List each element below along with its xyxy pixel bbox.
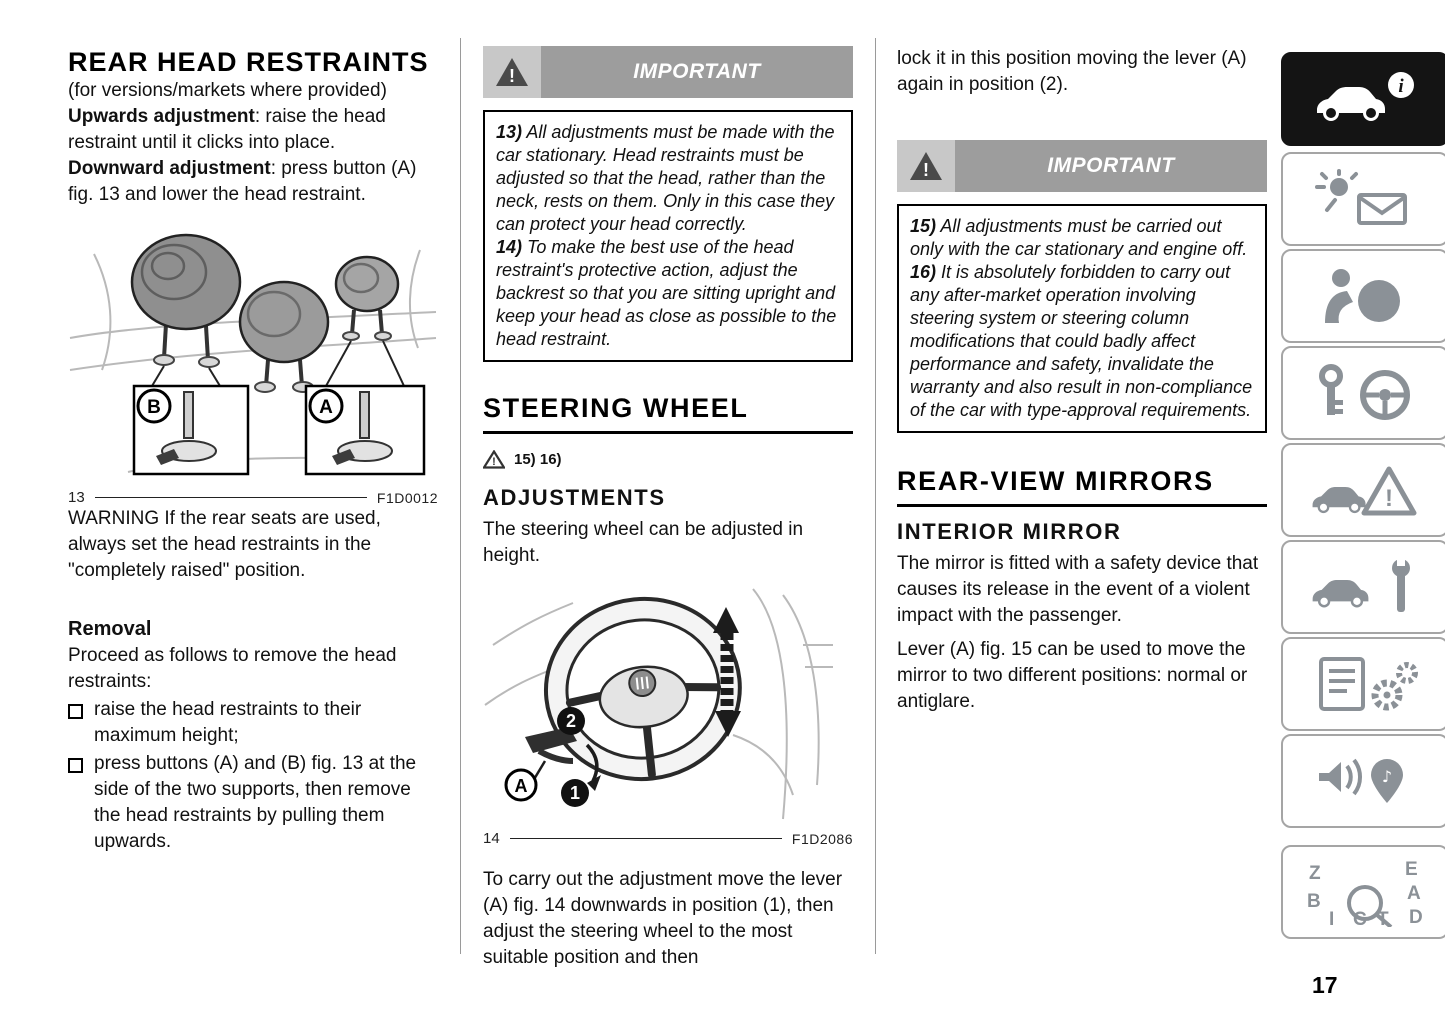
figure-13-caption [68, 489, 438, 506]
airbag-icon [1315, 265, 1415, 327]
svg-text:D: D [1409, 907, 1423, 927]
svg-text:B: B [1307, 891, 1321, 912]
figure-13 [68, 220, 438, 506]
important-title: IMPORTANT [1047, 154, 1175, 177]
tab-index[interactable] [1281, 845, 1445, 939]
right-column [897, 46, 1267, 715]
removal-heading: Removal [68, 618, 152, 640]
svg-text:♪: ♪ [1381, 767, 1393, 786]
important-title: IMPORTANT [633, 60, 761, 83]
svg-text:T: T [1377, 909, 1389, 927]
callout-label-1: 1 [569, 783, 581, 803]
important-note-16: 16) It is absolutely forbidden to carry out any after-market operation involving steering system or steering column modifications that could badly affect performance and safety, invalidate the warranty and also result in non-compliance of the car with type-approval requirements. [910, 262, 1253, 420]
figure-number: 14 [483, 830, 500, 847]
warning-triangle-icon [897, 140, 955, 192]
interior-mirror-body: The mirror is fitted with a safety device that causes its release in the event of a violent impact with the passenger. [897, 553, 1259, 626]
index-letters-magnifier-icon [1305, 857, 1425, 927]
upwards-adjustment-paragraph: Upwards adjustment: raise the head restraint until it clicks into place. [68, 106, 386, 153]
adjustments-body: The steering wheel can be adjusted in height. [483, 519, 804, 566]
middle-column [483, 46, 853, 971]
callout-label-a: A [514, 776, 528, 796]
important-box [483, 46, 853, 362]
svg-text:!: ! [923, 160, 929, 180]
interior-mirror-lever: Lever (A) fig. 15 can be used to move the mirror to two different positions: normal or antiglare. [897, 639, 1248, 712]
key-steering-wheel-icon [1313, 363, 1417, 423]
svg-text:i: i [1398, 76, 1404, 97]
warning-triangle-icon [483, 46, 541, 98]
removal-intro: Proceed as follows to remove the head restraints: [68, 645, 397, 692]
sound-location-pin-icon [1313, 751, 1417, 811]
head-restraints-drawing [68, 220, 438, 482]
continuation-paragraph: lock it in this position moving the lever (A) again in position (2). [897, 48, 1247, 95]
important-header [483, 46, 853, 98]
callout-label-2: 2 [565, 711, 577, 731]
figure-code: F1D0012 [376, 489, 438, 506]
section-heading-steering-wheel: STEERING WHEEL [483, 392, 853, 434]
important-title-bar [541, 46, 853, 98]
page-number: 17 [1312, 972, 1338, 998]
important-note-14: 14) To make the best use of the head restraint's protective action, adjust the backrest so that you are sitting upright and keep your head as close as possible to the head restraint. [496, 237, 837, 349]
important-note-15: 15) All adjustments must be carried out only with the car stationary and engine off. [910, 216, 1248, 259]
svg-text:E: E [1405, 859, 1418, 880]
important-box [897, 140, 1267, 433]
warning-lights-icon [1313, 169, 1417, 229]
tab-technical-data[interactable] [1281, 637, 1445, 731]
tab-starting-and-driving[interactable] [1281, 346, 1445, 440]
list-item: press buttons (A) and (B) fig. 13 at the side of the two supports, then remove the head restraints by pulling them upwards. [68, 751, 438, 855]
section-heading-rear-view-mirrors: REAR-VIEW MIRRORS [897, 465, 1267, 507]
tab-safety[interactable] [1281, 249, 1445, 343]
adjustment-instructions: To carry out the adjustment move the lever (A) fig. 14 downwards in position (1), then adjust the steering wheel to the most suitable position and then [483, 869, 843, 968]
car-info-icon [1309, 69, 1421, 129]
column-divider [460, 38, 461, 954]
figure-code: F1D2086 [791, 830, 853, 847]
document-gears-icon [1311, 653, 1419, 715]
svg-text:!: ! [1385, 485, 1393, 512]
figure-number: 13 [68, 489, 85, 506]
downward-adjustment-paragraph: Downward adjustment: press button (A) fig. 13 and lower the head restraint. [68, 158, 417, 205]
left-column [68, 46, 438, 855]
note-numbers: 15) 16) [514, 451, 562, 468]
important-title-bar [955, 140, 1267, 192]
tab-warning-lights[interactable] [1281, 152, 1445, 246]
warning-references [483, 450, 853, 469]
svg-text:!: ! [509, 66, 515, 86]
important-header [897, 140, 1267, 192]
car-warning-triangle-icon [1309, 459, 1421, 521]
important-body [897, 204, 1267, 433]
subheading-adjustments: ADJUSTMENTS [483, 485, 666, 510]
subheading-interior-mirror: INTERIOR MIRROR [897, 519, 1122, 544]
tab-servicing-and-care[interactable] [1281, 540, 1445, 634]
warning-paragraph: WARNING If the rear seats are used, always set the head restraints in the "completely raised" position. [68, 508, 381, 581]
svg-text:C: C [1353, 909, 1367, 927]
callout-label-a: A [319, 397, 333, 418]
section-tabs-sidebar [1281, 0, 1445, 1018]
car-wrench-icon [1309, 556, 1421, 618]
square-bullet-icon [68, 758, 83, 773]
figure-14 [483, 585, 853, 847]
tab-in-an-emergency[interactable] [1281, 443, 1445, 537]
important-body [483, 110, 853, 362]
important-note-13: 13) All adjustments must be made with the car stationary. Head restraints must be adjusted so that the head, rather than the neck, rests on them. Only in this case they can protect your head correctly. [496, 122, 835, 234]
column-divider [875, 38, 876, 954]
steering-wheel-drawing [483, 585, 853, 823]
section-heading-rear-head-restraints: REAR HEAD RESTRAINTS [68, 47, 429, 77]
svg-text:A: A [1407, 883, 1421, 904]
tab-multimedia[interactable] [1281, 734, 1445, 828]
callout-label-b: B [147, 397, 161, 418]
svg-text:Z: Z [1309, 863, 1321, 884]
subnote: (for versions/markets where provided) [68, 80, 387, 101]
warning-triangle-icon [483, 450, 505, 469]
figure-14-caption [483, 830, 853, 847]
svg-text:I: I [1329, 909, 1335, 927]
tab-knowing-your-car[interactable] [1281, 52, 1445, 146]
list-item: raise the head restraints to their maximum height; [68, 697, 438, 749]
square-bullet-icon [68, 704, 83, 719]
svg-text:!: ! [492, 456, 496, 468]
